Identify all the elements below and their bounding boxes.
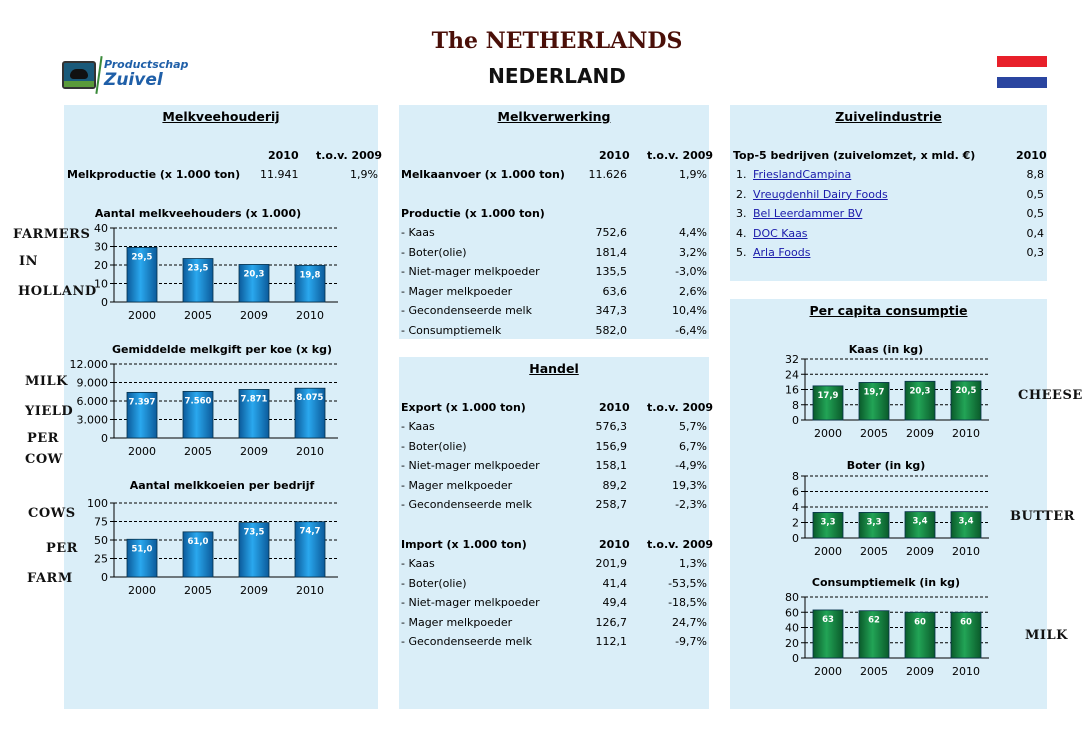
table-row-label: - Kaas [401, 226, 435, 239]
panel-title: Handel [529, 361, 579, 376]
x-tick-label: 2009 [906, 545, 934, 558]
data-label: 51,0 [131, 544, 153, 555]
milk-supply-change: 1,9% [679, 168, 707, 181]
logo-line1: Productschap [104, 58, 189, 71]
company-value: 0,5 [1026, 187, 1044, 201]
company-link[interactable]: DOC Kaas [753, 226, 808, 240]
y-tick-label: 80 [785, 591, 799, 604]
table-row-label: - Niet-mager melkpoeder [401, 596, 540, 609]
data-label: 3,3 [820, 517, 836, 528]
company-link[interactable]: Vreugdenhil Dairy Foods [753, 187, 888, 201]
export-col-change: t.o.v. 2009 [647, 401, 714, 414]
x-tick-label: 2000 [128, 445, 156, 458]
data-label: 62 [868, 615, 880, 626]
table-row-change: -2,3% [675, 498, 707, 511]
table-row-label: - Niet-mager melkpoeder [401, 459, 540, 472]
bar-chart [94, 207, 338, 322]
company-value: 0,5 [1026, 207, 1044, 220]
x-tick-label: 2009 [240, 309, 268, 322]
import-header: Import (x 1.000 ton) [401, 538, 527, 551]
table-row-change: -18,5% [668, 596, 707, 609]
x-tick-label: 2000 [814, 427, 842, 440]
y-tick-label: 40 [785, 621, 799, 635]
y-tick-label: 100 [87, 497, 108, 510]
company-value: 0,4 [1026, 226, 1044, 240]
y-tick-label: 16 [785, 383, 799, 397]
company-rank: 4. [736, 226, 747, 240]
table-row-label: - Mager melkpoeder [401, 284, 513, 298]
chart-title: Aantal melkveehouders (x 1.000) [94, 207, 302, 220]
data-label: 61,0 [187, 536, 209, 547]
milk-production-change: 1,9% [350, 168, 378, 181]
logo-line2: Zuivel [104, 70, 163, 90]
y-tick-label: 4 [792, 501, 799, 514]
data-label: 7.560 [184, 396, 212, 407]
table-row-label: - Consumptiemelk [401, 323, 502, 337]
export-header: Export (x 1.000 ton) [401, 401, 526, 414]
table-row-value: 63,6 [602, 284, 627, 298]
page-title: The NETHERLANDS [431, 28, 683, 54]
y-tick-label: 32 [785, 353, 799, 366]
table-row-label: - Gecondenseerde melk [401, 304, 532, 317]
table-row-label: - Mager melkpoeder [401, 478, 513, 492]
side-label-milk: MILK [25, 374, 68, 389]
table-row-label: - Boter(olie) [401, 576, 467, 590]
y-tick-label: 10 [94, 277, 108, 291]
milk-production-value: 11.941 [260, 168, 299, 181]
data-label: 8.075 [296, 393, 324, 404]
table-row-value: 201,9 [595, 557, 627, 570]
bar-chart [785, 576, 989, 678]
x-tick-label: 2000 [814, 545, 842, 558]
y-tick-label: 0 [101, 571, 108, 584]
data-label: 19,8 [299, 270, 321, 281]
chart-title: Gemiddelde melkgift per koe (x kg) [111, 343, 333, 356]
bar-chart [70, 343, 339, 458]
panel-title: Zuivelindustrie [835, 109, 942, 124]
x-tick-label: 2010 [296, 445, 324, 458]
table-row-value: 89,2 [602, 478, 627, 492]
data-label: 74,7 [299, 526, 321, 537]
table-row-change: -53,5% [668, 576, 707, 590]
import-col-change: t.o.v. 2009 [647, 538, 714, 551]
table-row-change: 4,4% [679, 226, 707, 239]
y-tick-label: 20 [94, 259, 108, 272]
table-row-change: 6,7% [679, 439, 707, 453]
x-tick-label: 2009 [906, 427, 934, 440]
table-row-label: - Kaas [401, 557, 435, 570]
x-tick-label: 2010 [296, 309, 324, 322]
export-col-2010: 2010 [599, 401, 630, 414]
table-row-change: -6,4% [675, 323, 707, 337]
table-row-value: 41,4 [602, 576, 627, 590]
side-label-per-2: PER [46, 541, 78, 556]
x-tick-label: 2009 [240, 445, 268, 458]
table-row-label: - Mager melkpoeder [401, 615, 513, 629]
table-row-change: -9,7% [675, 635, 707, 648]
y-tick-label: 0 [792, 652, 799, 665]
data-label: 60 [914, 617, 926, 628]
x-tick-label: 2005 [184, 445, 212, 458]
y-tick-label: 6.000 [76, 395, 108, 408]
table-row-label: - Gecondenseerde melk [401, 498, 532, 511]
table-row-value: 135,5 [595, 265, 627, 278]
col-header-2010: 2010 [599, 149, 630, 162]
data-label: 23,5 [187, 263, 209, 274]
data-label: 19,7 [863, 387, 885, 398]
side-label-farm: FARM [27, 571, 73, 586]
table-row-value: 576,3 [595, 420, 627, 433]
data-label: 3,3 [866, 517, 882, 528]
table-row-change: 5,7% [679, 420, 707, 433]
x-tick-label: 2000 [128, 309, 156, 322]
data-label: 7.397 [128, 397, 156, 408]
table-row-label: - Niet-mager melkpoeder [401, 265, 540, 278]
y-tick-label: 60 [785, 606, 799, 620]
data-label: 60 [960, 617, 972, 628]
side-label-in: IN [19, 254, 38, 269]
side-label-milk-right: MILK [1025, 628, 1068, 643]
x-tick-label: 2010 [952, 427, 980, 440]
col-header-change: t.o.v. 2009 [647, 149, 714, 162]
table-row-change: -3,0% [675, 265, 707, 278]
table-row-change: -4,9% [675, 459, 707, 472]
x-tick-label: 2010 [296, 584, 324, 597]
y-tick-label: 20 [785, 636, 799, 650]
x-tick-label: 2010 [952, 545, 980, 558]
table-row-value: 49,4 [602, 596, 627, 609]
page-subtitle: NEDERLAND [488, 64, 626, 88]
data-label: 17,9 [817, 390, 839, 401]
chart-title: Kaas (in kg) [848, 343, 924, 356]
y-tick-label: 30 [94, 240, 108, 254]
side-label-per: PER [27, 431, 59, 446]
chart-title: Aantal melkkoeien per bedrijf [129, 479, 315, 492]
company-link[interactable]: Arla Foods [753, 246, 811, 259]
side-label-butter: BUTTER [1010, 509, 1075, 524]
table-row-change: 2,6% [679, 284, 707, 298]
data-label: 3,4 [958, 516, 974, 527]
x-tick-label: 2005 [860, 545, 888, 558]
table-row-value: 158,1 [595, 459, 627, 472]
y-tick-label: 40 [94, 222, 108, 235]
company-rank: 2. [736, 187, 747, 201]
data-label: 20,3 [243, 269, 265, 280]
table-row-value: 126,7 [595, 615, 627, 629]
company-rank: 5. [736, 246, 747, 259]
table-row-change: 1,3% [679, 557, 707, 570]
y-tick-label: 0 [792, 532, 799, 545]
data-label: 73,5 [243, 527, 265, 538]
bar-chart [792, 459, 989, 558]
table-row-value: 156,9 [595, 439, 627, 453]
y-tick-label: 6 [792, 485, 799, 499]
x-tick-label: 2005 [860, 427, 888, 440]
milk-supply-value: 11.626 [588, 168, 627, 181]
data-label: 7.871 [240, 394, 268, 405]
company-rank: 3. [736, 207, 747, 220]
table-row-value: 112,1 [595, 635, 627, 648]
table-row-change: 19,3% [672, 478, 707, 492]
side-label-holland: HOLLAND [18, 284, 97, 299]
y-tick-label: 9.000 [76, 376, 108, 390]
milk-supply-label: Melkaanvoer (x 1.000 ton) [401, 168, 565, 181]
top5-header: Top-5 bedrijven (zuivelomzet, x mld. €) [733, 149, 976, 162]
x-tick-label: 2009 [240, 584, 268, 597]
company-link[interactable]: Bel Leerdammer BV [753, 207, 863, 220]
y-tick-label: 50 [94, 534, 108, 547]
y-tick-label: 0 [101, 432, 108, 445]
table-row-label: - Boter(olie) [401, 439, 467, 453]
col-header-change: t.o.v. 2009 [316, 149, 383, 162]
table-row-label: - Kaas [401, 420, 435, 433]
x-tick-label: 2005 [184, 584, 212, 597]
chart-title: Boter (in kg) [846, 459, 926, 472]
import-col-2010: 2010 [599, 538, 630, 551]
y-tick-label: 24 [785, 368, 799, 382]
table-row-value: 582,0 [595, 323, 627, 337]
y-tick-label: 3.000 [76, 413, 108, 427]
col-header-2010: 2010 [268, 149, 299, 162]
table-row-label: - Boter(olie) [401, 245, 467, 259]
x-tick-label: 2005 [184, 309, 212, 322]
y-tick-label: 0 [101, 296, 108, 309]
panel-title: Per capita consumptie [809, 303, 968, 318]
x-tick-label: 2005 [860, 665, 888, 678]
y-tick-label: 12.000 [69, 358, 108, 371]
side-label-farmers: FARMERS [13, 227, 91, 242]
x-tick-label: 2010 [952, 665, 980, 678]
company-value: 8,8 [1026, 168, 1044, 181]
x-tick-label: 2000 [128, 584, 156, 597]
company-rank: 1. [736, 168, 747, 181]
table-row-label: - Gecondenseerde melk [401, 635, 532, 648]
data-label: 29,5 [131, 252, 153, 263]
y-tick-label: 25 [94, 552, 108, 566]
table-row-change: 24,7% [672, 615, 707, 629]
y-tick-label: 2 [792, 516, 799, 530]
panel-title: Melkverwerking [497, 109, 611, 124]
bar-chart [785, 343, 989, 440]
y-tick-label: 75 [94, 515, 108, 529]
table-row-value: 181,4 [595, 245, 627, 259]
data-label: 20,5 [955, 385, 977, 396]
production-header: Productie (x 1.000 ton) [401, 207, 545, 220]
company-link[interactable]: FrieslandCampina [753, 168, 852, 181]
table-row-value: 752,6 [595, 226, 627, 239]
data-label: 63 [822, 614, 834, 625]
top5-col-2010: 2010 [1016, 149, 1047, 162]
table-row-value: 258,7 [595, 498, 627, 511]
table-row-value: 347,3 [595, 304, 627, 317]
side-label-cows: COWS [28, 506, 76, 521]
panel-title: Melkveehouderij [162, 109, 280, 124]
x-tick-label: 2009 [906, 665, 934, 678]
chart-title: Consumptiemelk (in kg) [811, 576, 961, 589]
side-label-cheese: CHEESE [1018, 388, 1083, 403]
side-label-yield: YIELD [25, 404, 74, 419]
y-tick-label: 0 [792, 414, 799, 427]
data-label: 3,4 [912, 516, 928, 527]
y-tick-label: 8 [792, 398, 799, 412]
table-row-change: 3,2% [679, 245, 707, 259]
side-label-cow: COW [25, 452, 63, 467]
bar-chart [87, 479, 338, 597]
milk-production-label: Melkproductie (x 1.000 ton) [67, 168, 241, 181]
x-tick-label: 2000 [814, 665, 842, 678]
company-value: 0,3 [1026, 246, 1044, 259]
table-row-change: 10,4% [672, 304, 707, 317]
y-tick-label: 8 [792, 470, 799, 483]
data-label: 20,3 [909, 386, 931, 397]
